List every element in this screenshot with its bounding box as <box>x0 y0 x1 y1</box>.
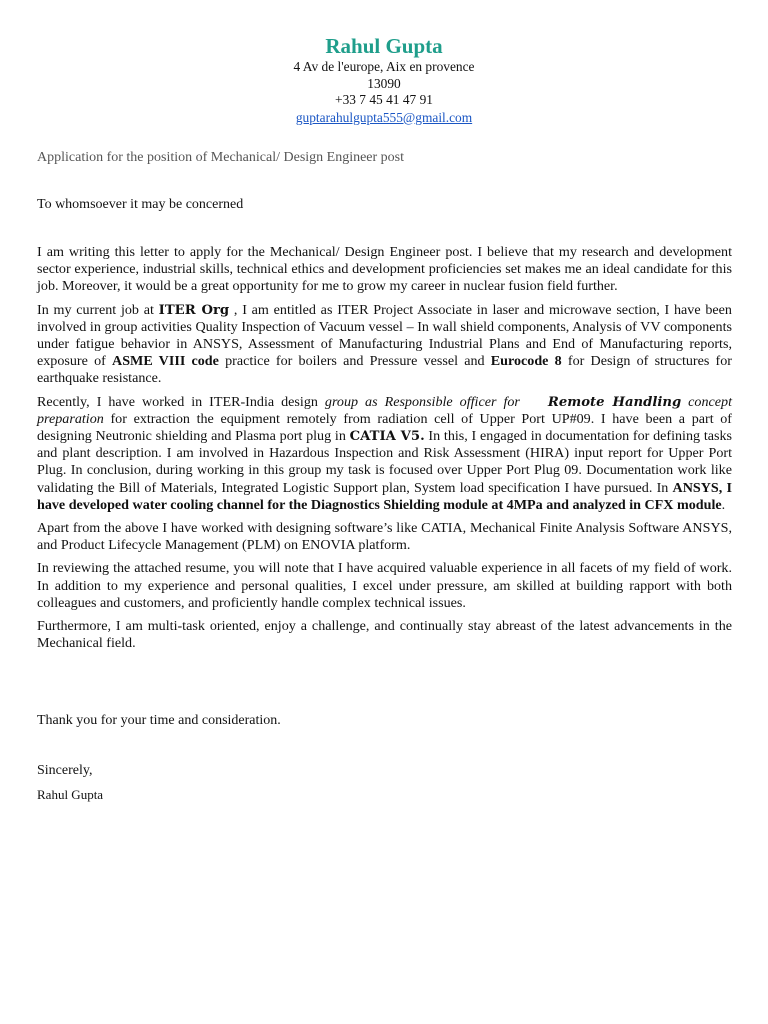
applicant-name: Rahul Gupta <box>325 34 443 58</box>
phone-number: +33 7 45 41 47 91 <box>335 92 433 107</box>
letter-header <box>0 33 768 126</box>
paragraph-current-job <box>37 302 732 388</box>
code-name: ASME VIII code <box>112 353 219 370</box>
closing-line: Thank you for your time and consideration. <box>37 713 281 728</box>
letter-body <box>37 244 732 658</box>
remote-handling-text: Remote Handling <box>547 394 682 410</box>
code-name: Eurocode 8 <box>490 353 562 370</box>
text: for extraction the equipment remotely from radiation cell of Upper Port UP#09. I have been a part of designing Neutronic shielding and Plasma port plug in <box>37 410 732 445</box>
street-address: 4 Av de l'europe, Aix en provence <box>293 59 475 74</box>
text: Recently, I have worked in ITER-India design <box>37 393 325 410</box>
employer-name: ITER Org <box>158 302 230 318</box>
text: . <box>721 496 726 513</box>
ansys-highlight: ANSYS, I have developed water cooling channel for the Diagnostics Shielding module at 4MPa and analyzed in CFX module <box>37 479 732 513</box>
paragraph-resume: In reviewing the attached resume, you will note that I have acquired valuable experience in all facets of my field of work. In addition to my experience and personal qualities, I excel under pressure, am skilled at building rapport with both colleagues and customers, and proficiently handle complex technical issues. <box>37 560 732 611</box>
text: In my current job at <box>37 301 159 318</box>
paragraph-recent-work <box>37 394 732 514</box>
paragraph-intro: I am writing this letter to apply for the Mechanical/ Design Engineer post. I believe that my research and development sector experience, industrial skills, technical ethics and development proficiencies set makes me an ideal candidate for this job. Moreover, it would be a great opportunity for me to grow my career in nuclear fusion field further. <box>37 244 732 295</box>
email-link[interactable]: guptarahulgupta555@gmail.com <box>295 109 473 125</box>
text: for Design of structures for earthquake resistance. <box>37 353 732 387</box>
paragraph-multitask: Furthermore, I am multi-task oriented, enjoy a challenge, and continually stay abreast of the latest advancements in the Mechanical field. <box>37 618 732 652</box>
postcode: 13090 <box>367 75 401 91</box>
role-text: group as Responsible officer for <box>324 393 520 410</box>
text: In this, I engaged in documentation for defining tasks and plant description. I am involved in Hazardous Inspection and Risk Assessment (HIRA) input report for Upper Port Plug. In conclusion, during working in this group my task is focused over Upper Port Plug 09. Documentation work like validating the Bill of Materials, Integrated Logistic Support plan, System load specification I have pursued. In <box>37 428 733 496</box>
role-text: concept preparation <box>37 393 733 427</box>
signature-name: Rahul Gupta <box>37 787 104 802</box>
subject-line: Application for the position of Mechanical/ Design Engineer post <box>37 150 405 165</box>
paragraph-software: Apart from the above I have worked with designing software’s like CATIA, Mechanical Finite Analysis Software ANSYS, and Product Lifecycle Management (PLM) on ENOVIA platform. <box>37 520 732 554</box>
text: , I am entitled as ITER Project Associate in laser and microwave section, I have been involved in group activities Quality Inspection of Vacuum vessel – In wall shield components, Analysis of VV components under fatigue behavior in ANSYS, Assessment of Manufacturing Industrial Plans and End of Manufacturing reports, exposure of <box>37 301 732 370</box>
software-name: CATIA V5. <box>349 429 425 445</box>
text: practice for boilers and Pressure vessel and <box>218 353 491 370</box>
sign-off: Sincerely, <box>37 763 93 778</box>
greeting: To whomsoever it may be concerned <box>37 197 244 212</box>
